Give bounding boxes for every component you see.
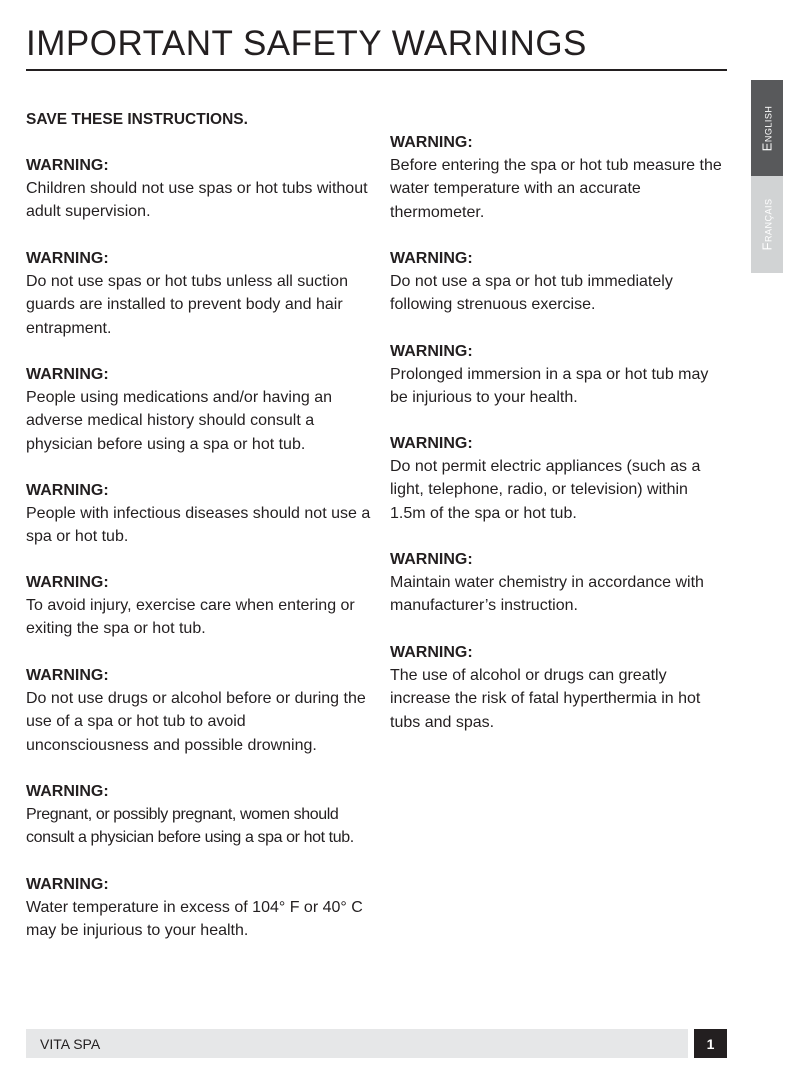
warning-heading: WARNING: (26, 783, 109, 800)
warning-text: People using medications and/or having an adverse medical history should consult a physician before using a spa or hot tub. (26, 389, 332, 453)
warning-block-left-5 (26, 571, 371, 641)
warning-heading: WARNING: (390, 250, 473, 267)
warning-block-left-3 (26, 363, 371, 456)
warning-block-right-2 (390, 247, 725, 317)
warning-heading: WARNING: (26, 574, 109, 591)
warning-heading: WARNING: (26, 482, 109, 499)
warning-heading: WARNING: (26, 667, 109, 684)
warning-text: Do not use drugs or alcohol before or during the use of a spa or hot tub to avoid unconsciousness and possible drowning. (26, 690, 366, 754)
warning-heading: WARNING: (390, 551, 473, 568)
warning-block-right-3 (390, 340, 725, 410)
title-divider (26, 69, 727, 71)
warning-block-left-7 (26, 780, 371, 850)
tab-french[interactable] (751, 176, 783, 273)
warning-text: Do not permit electric appliances (such as a light, telephone, radio, or television) within 1.5m of the spa or hot tub. (390, 458, 701, 522)
warning-heading: WARNING: (26, 876, 109, 893)
tab-english[interactable] (751, 80, 783, 176)
warning-text: People with infectious diseases should not use a spa or hot tub. (26, 505, 371, 546)
warning-text: Water temperature in excess of 104° F or 40° C may be injurious to your health. (26, 899, 363, 940)
warning-text: Do not use a spa or hot tub immediately following strenuous exercise. (390, 273, 673, 314)
warning-text: Prolonged immersion in a spa or hot tub may be injurious to your health. (390, 366, 709, 407)
warning-block-left-1 (26, 154, 371, 224)
tab-french-label: Français (759, 198, 775, 251)
warning-heading: WARNING: (26, 157, 109, 174)
footer-bar (26, 1029, 688, 1058)
warning-text: Do not use spas or hot tubs unless all suction guards are installed to prevent body and hair entrapment. (26, 273, 348, 337)
warning-heading: WARNING: (390, 435, 473, 452)
warning-block-right-1 (390, 131, 725, 224)
warning-block-right-5 (390, 548, 725, 618)
warning-heading: WARNING: (390, 134, 473, 151)
warning-block-left-2 (26, 247, 371, 340)
warning-block-right-4 (390, 432, 725, 525)
warning-text: Before entering the spa or hot tub measure the water temperature with an accurate thermometer. (390, 157, 722, 221)
warning-heading: WARNING: (26, 250, 109, 267)
warning-text: To avoid injury, exercise care when entering or exiting the spa or hot tub. (26, 597, 355, 638)
save-instructions-heading: SAVE THESE INSTRUCTIONS. (26, 111, 248, 128)
warning-text: The use of alcohol or drugs can greatly increase the risk of fatal hyperthermia in hot tubs and spas. (390, 667, 701, 731)
warning-block-left-6 (26, 664, 371, 757)
page-number: 1 (694, 1029, 727, 1058)
warning-block-right-6 (390, 641, 725, 734)
warning-heading: WARNING: (390, 343, 473, 360)
tab-english-label: English (759, 105, 775, 151)
footer-brand: VITA SPA (40, 1036, 101, 1052)
warning-heading: WARNING: (26, 366, 109, 383)
warning-text: Maintain water chemistry in accordance with manufacturer’s instruction. (390, 574, 704, 615)
warning-block-left-8 (26, 873, 371, 943)
warning-block-left-4 (26, 479, 371, 549)
warning-text: Pregnant, or possibly pregnant, women should consult a physician before using a spa or hot tub. (26, 806, 354, 847)
warning-text: Children should not use spas or hot tubs without adult supervision. (26, 180, 368, 221)
warning-heading: WARNING: (390, 644, 473, 661)
page-title: IMPORTANT SAFETY WARNINGS (26, 24, 587, 63)
